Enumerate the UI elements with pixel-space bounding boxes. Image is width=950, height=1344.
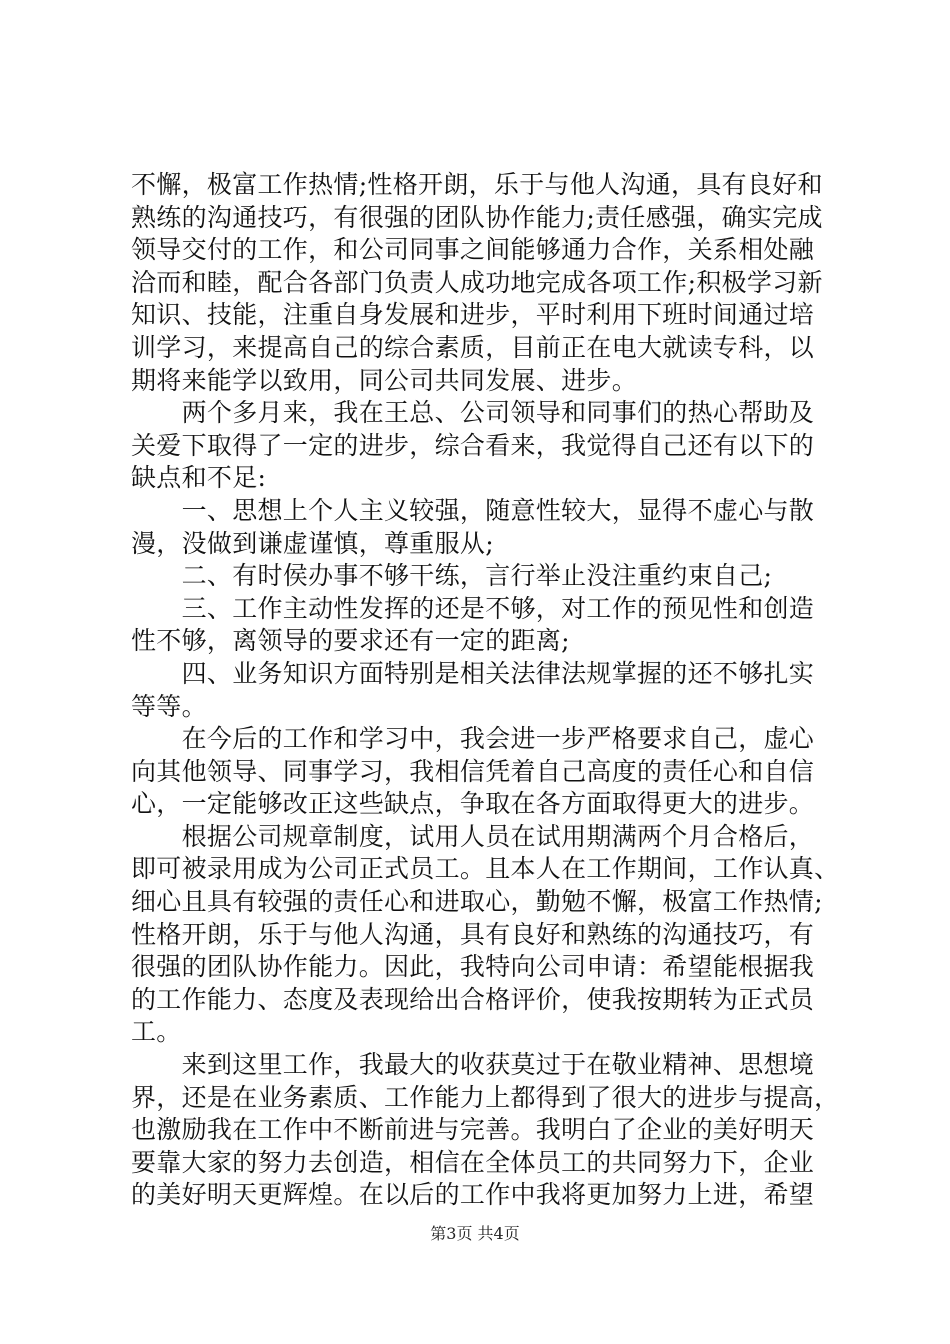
text-line: 界，还是在业务素质、工作能力上都得到了很大的进步与提高， [131, 1082, 840, 1112]
text-line: 漫，没做到谦虚谨慎，尊重服从; [131, 528, 494, 558]
document-body [131, 169, 840, 1212]
text-line: 性不够，离领导的要求还有一定的距离; [131, 626, 570, 656]
text-line: 要靠大家的努力去创造，相信在全体员工的共同努力下，企业 [131, 1147, 815, 1177]
text-line: 三、工作主动性发挥的还是不够，对工作的预见性和创造 [131, 593, 815, 623]
page-footer: 第3页 共4页 [430, 1224, 520, 1243]
text-line: 的美好明天更辉煌。在以后的工作中我将更加努力上进，希望 [131, 1180, 815, 1210]
text-line: 四、业务知识方面特别是相关法律法规掌握的还不够扎实 [131, 658, 815, 688]
text-line: 期将来能学以致用，同公司共同发展、进步。 [131, 365, 638, 395]
text-line: 领导交付的工作，和公司同事之间能够通力合作，关系相处融 [131, 235, 815, 265]
text-line: 知识、技能，注重自身发展和进步，平时利用下班时间通过培 [131, 300, 815, 330]
text-line: 不懈，极富工作热情;性格开朗，乐于与他人沟通，具有良好和 [131, 170, 823, 199]
text-line: 关爱下取得了一定的进步，综合看来，我觉得自己还有以下的 [131, 430, 815, 460]
text-line: 心，一定能够改正这些缺点，争取在各方面取得更大的进步。 [131, 789, 815, 819]
text-line: 洽而和睦，配合各部门负责人成功地完成各项工作;积极学习新 [131, 267, 823, 297]
text-line: 两个多月来，我在王总、公司领导和同事们的热心帮助及 [131, 398, 815, 428]
text-line: 训学习，来提高自己的综合素质，目前正在电大就读专科，以 [131, 332, 815, 362]
text-line: 也激励我在工作中不断前进与完善。我明白了企业的美好明天 [131, 1115, 815, 1145]
text-line: 即可被录用成为公司正式员工。且本人在工作期间，工作认真、 [131, 854, 840, 884]
text-line: 的工作能力、态度及表现给出合格评价，使我按期转为正式员 [131, 984, 815, 1014]
text-line: 缺点和不足: [131, 463, 267, 493]
text-line: 向其他领导、同事学习，我相信凭着自己高度的责任心和自信 [131, 756, 815, 786]
text-line: 二、有时侯办事不够干练，言行举止没注重约束自己; [131, 561, 773, 591]
text-line: 等等。 [131, 691, 207, 721]
text-line: 在今后的工作和学习中，我会进一步严格要求自己，虚心 [131, 724, 815, 754]
text-line: 工。 [131, 1017, 182, 1047]
text-line: 细心且具有较强的责任心和进取心，勤勉不懈，极富工作热情; [131, 887, 823, 917]
text-line: 很强的团队协作能力。因此，我特向公司申请：希望能根据我 [131, 952, 815, 982]
text-line: 熟练的沟通技巧，有很强的团队协作能力;责任感强，确实完成 [131, 202, 823, 232]
text-line: 根据公司规章制度，试用人员在试用期满两个月合格后， [131, 821, 815, 851]
text-line: 来到这里工作，我最大的收获莫过于在敬业精神、思想境 [131, 1050, 815, 1080]
text-line: 一、思想上个人主义较强，随意性较大，显得不虚心与散 [131, 495, 815, 525]
text-line: 性格开朗，乐于与他人沟通，具有良好和熟练的沟通技巧，有 [131, 919, 815, 949]
